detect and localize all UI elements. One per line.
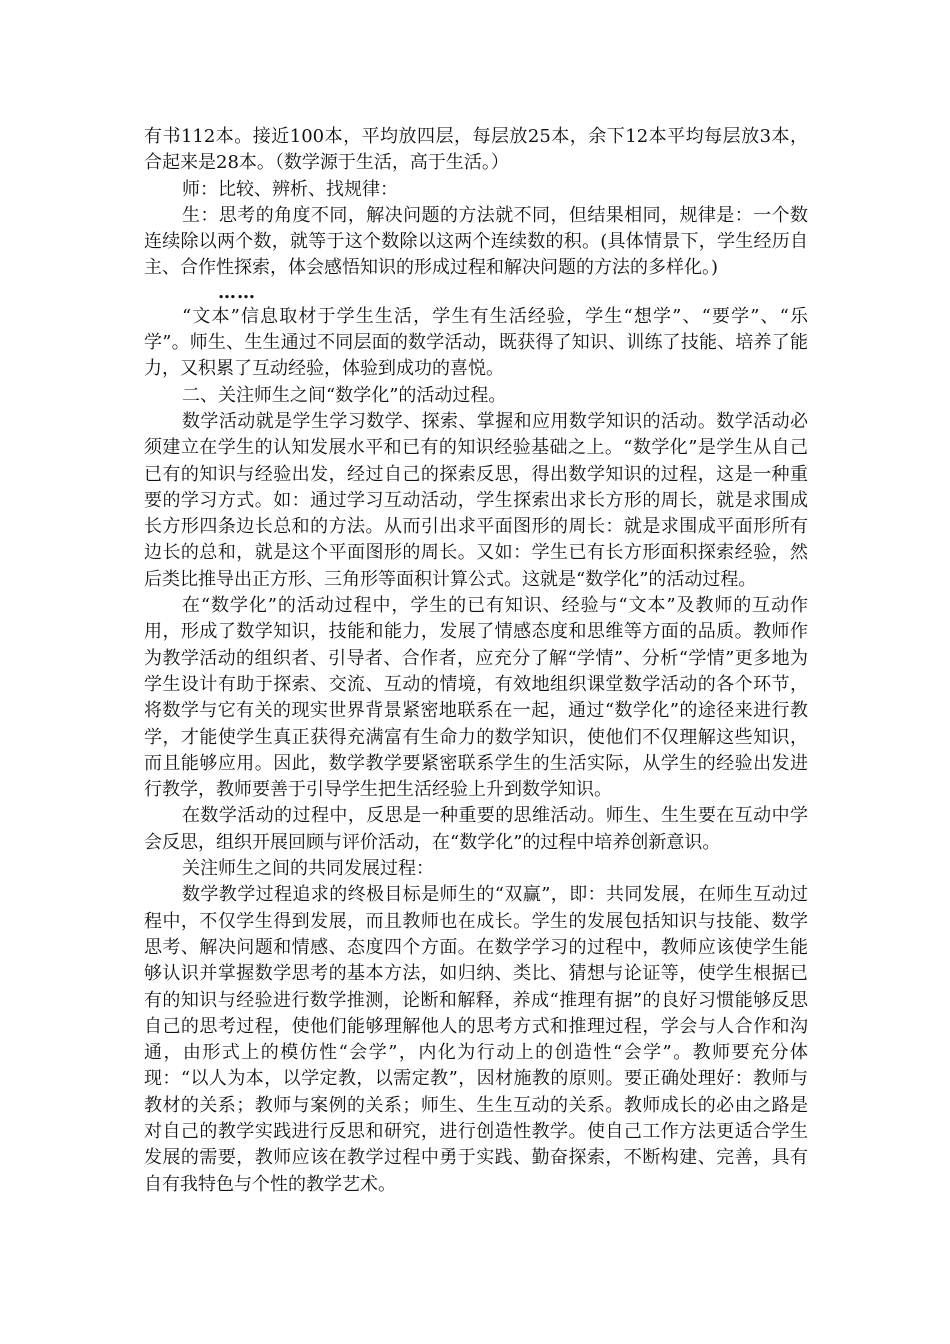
paragraph-reflection: 在数学活动的过程中，反思是一种重要的思维活动。师生、生生要在互动中学会反思，组织开展回顾与评价活动，在“数学化”的过程中培养创新意识。 [144, 805, 808, 853]
paragraph-student-answer: 生：思考的角度不同，解决问题的方法就不同，但结果相同，规律是：一个数连续除以两个数，就等于这个数除以这两个连续数的积。(具体情景下，学生经历自主、合作性探索，体会感悟知识的形成过程和解决问题的方法的多样化。) [144, 204, 808, 279]
ellipsis-marker: …… [218, 281, 256, 303]
paragraph-win-win-goal: 数学教学过程追求的终极目标是师生的“双赢”，即：共同发展，在师生互动过程中，不仅学生得到发展，而且教师也在成长。学生的发展包括知识与技能、数学思考、解决问题和情感、态度四个方面。在数学学习的过程中，教师应该使学生能够认识并掌握数学思考的基本方法，如归纳、类比、猜想与论证等，使学生根据已有的知识与经验进行数学推测，论断和解释，养成“推理有据”的良好习惯能够反思自己的思考过程，使他们能够理解他人的思考方式和推理过程，学会与人合作和沟通，由形式上的模仿性“会学”，内化为行动上的创造性“会学”。教师要充分体现：“以人为本，以学定教，以需定教”，因材施教的原则。要正确处理好：教师与教材的关系；教师与案例的关系；师生、生生互动的关系。教师成长的必由之路是对自己的教学实践进行反思和研究，进行创造性教学。使自己工作方法更适合学生发展的需要，教师应该在教学过程中勇于实践、勤奋探索，不断构建、完善，具有自有我特色与个性的教学艺术。 [144, 884, 808, 1195]
paragraph-teacher-prompt: 师：比较、辨析、找规律： [182, 178, 398, 200]
section-heading-common-development: 关注师生之间的共同发展过程： [182, 858, 434, 880]
paragraph-bookshelf-example: 有书112本。接近100本，平均放四层，每层放25本，余下12本平均每层放3本，合起来是28本。（数学源于生活，高于生活。） [144, 126, 808, 174]
paragraph-mathematization-process: 在“数学化”的活动过程中，学生的已有知识、经验与“文本”及教师的互动作用，形成了数学知识，技能和能力，发展了情感态度和思维等方面的品质。教师作为教学活动的组织者、引导者、合作者，应充分了解“学情”、分析“学情”更多地为学生设计有助于探索、交流、互动的情境，有效地组织课堂数学活动的各个环节，将数学与它有关的现实世界背景紧密地联系在一起，通过“数学化”的途径来进行教学，才能使学生真正获得充满富有生命力的数学知识，使他们不仅理解这些知识，而且能够应用。因此，数学教学要紧密联系学生的生活实际，从学生的经验出发进行教学，教师要善于引导学生把生活经验上升到数学知识。 [144, 595, 808, 801]
paragraph-math-activity: 数学活动就是学生学习数学、探索、掌握和应用数学知识的活动。数学活动必须建立在学生的认知发展水平和已有的知识经验基础之上。“数学化”是学生从自己已有的知识与经验出发，经过自己的探索反思，得出数学知识的过程，这是一种重要的学习方式。如：通过学习互动活动，学生探索出求长方形的周长，就是求围成长方形四条边长总和的方法。从而引出求平面图形的周长：就是求围成平面形所有边长的总和，就是这个平面图形的周长。又如：学生已有长方形面积探索经验，然后类比推导出正方形、三角形等面积计算公式。这就是“数学化”的活动过程。 [144, 410, 808, 590]
document-page [144, 124, 808, 1198]
section-heading-mathematization: 二、关注师生之间“数学化”的活动过程。 [182, 384, 507, 406]
paragraph-text-source: “文本”信息取材于学生生活，学生有生活经验，学生“想学”、“要学”、“乐学”。师生、生生通过不同层面的数学活动，既获得了知识、训练了技能、培养了能力，又积累了互动经验，体验到成功的喜悦。 [144, 305, 808, 380]
